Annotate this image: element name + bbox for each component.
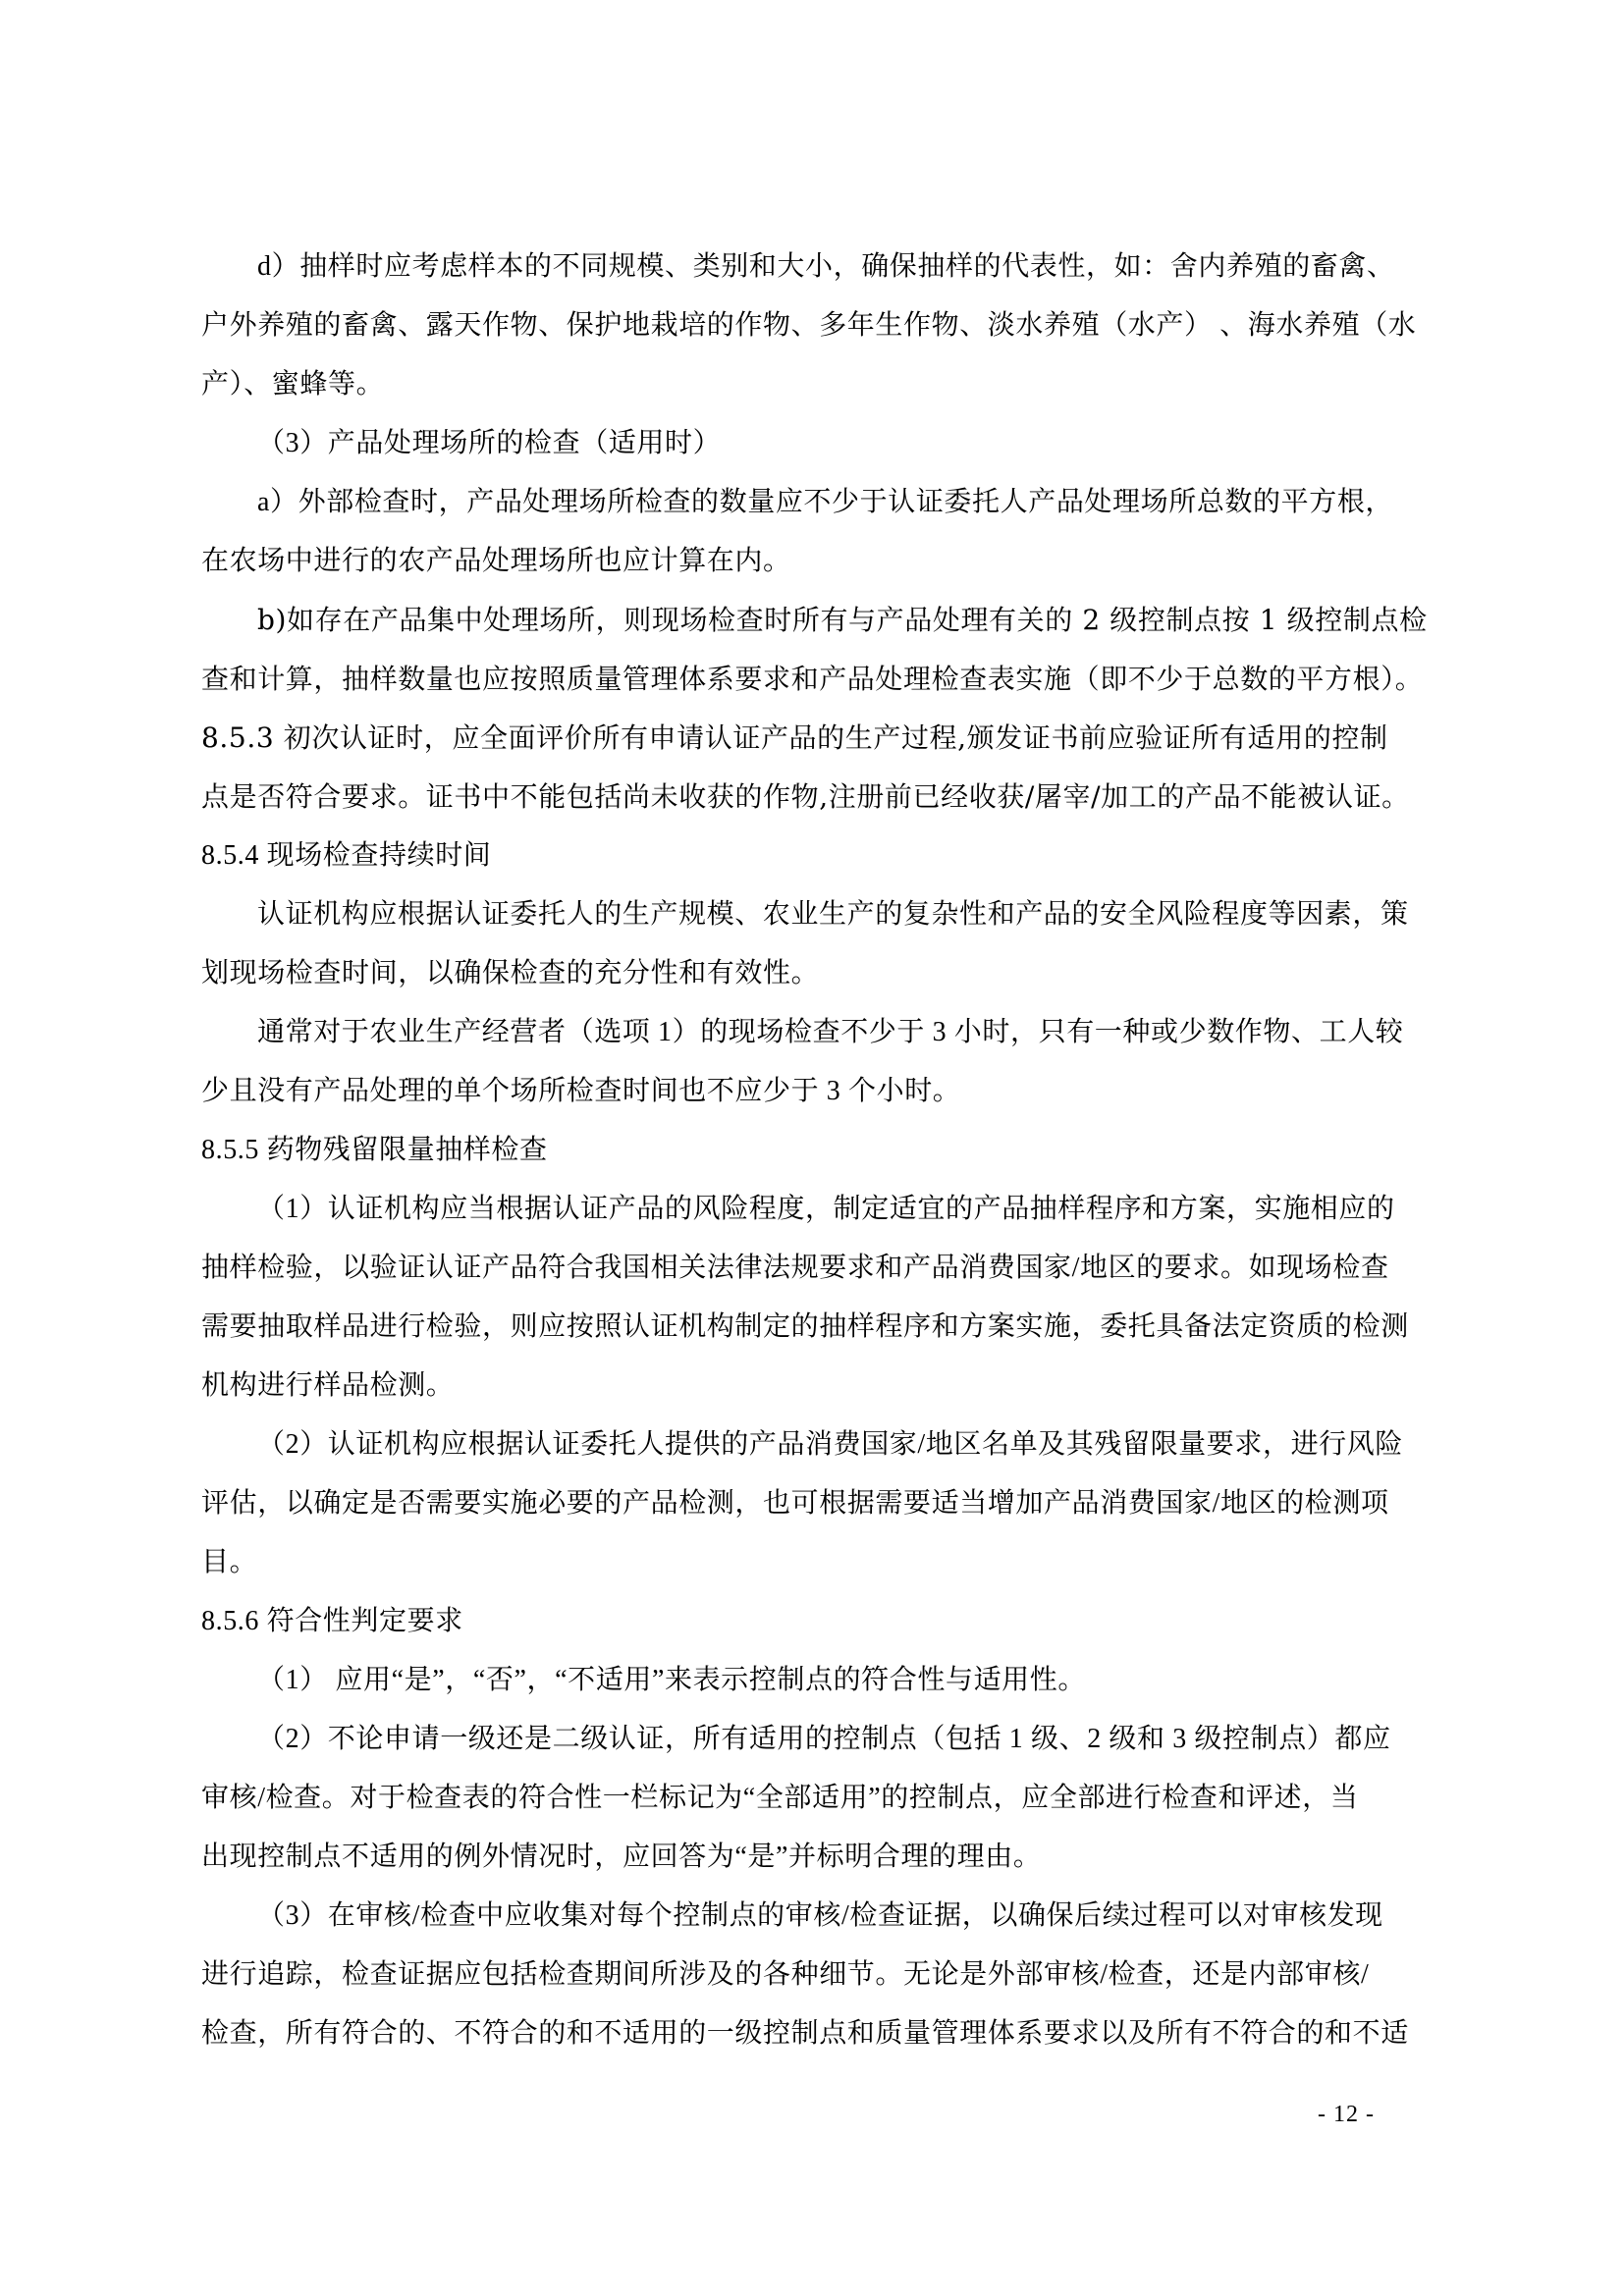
text-line: a）外部检查时，产品处理场所检查的数量应不少于认证委托人产品处理场所总数的平方根， (257, 487, 1394, 517)
text-line: 认证机构应根据认证委托人的生产规模、农业生产的复杂性和产品的安全风险程度等因素，策 (257, 899, 1409, 930)
text-line: 评估，以确定是否需要实施必要的产品检测，也可根据需要适当增加产品消费国家/地区的检测项 (201, 1488, 1389, 1519)
text-line: 户外养殖的畜禽、露天作物、保护地栽培的作物、多年生作物、淡水养殖（水产） 、海水养殖（水 (201, 310, 1417, 341)
text-line: 出现控制点不适用的例外情况时，应回答为“是”并标明合理的理由。 (201, 1842, 1042, 1872)
text-line: 8.5.4 现场检查持续时间 (201, 840, 492, 871)
text-line: （3）在审核/检查中应收集对每个控制点的审核/检查证据，以确保后续过程可以对审核发现 (257, 1900, 1383, 1931)
text-line: 检查，所有符合的、不符合的和不适用的一级控制点和质量管理体系要求以及所有不符合的和不适 (201, 2018, 1409, 2049)
text-line: 8.5.3 初次认证时，应全面评价所有申请认证产品的生产过程,颁发证书前应验证所有适用的控制 (201, 721, 1388, 754)
text-line: 8.5.5 药物残留限量抽样检查 (201, 1135, 548, 1165)
text-line: 通常对于农业生产经营者（选项 1）的现场检查不少于 3 小时，只有一种或少数作物、工人较 (257, 1017, 1404, 1047)
text-line: 8.5.6 符合性判定要求 (201, 1606, 463, 1636)
text-line: 产）、蜜蜂等。 (201, 369, 385, 400)
text-line: 机构进行样品检测。 (201, 1370, 455, 1401)
text-line: b)如存在产品集中处理场所，则现场检查时所有与产品处理有关的 2 级控制点按 1 级控制点检 (257, 604, 1428, 636)
text-line: 需要抽取样品进行检验，则应按照认证机构制定的抽样程序和方案实施，委托具备法定资质的检测 (201, 1311, 1409, 1342)
page-number: - 12 - (1318, 2102, 1375, 2127)
text-line: 进行追踪，检查证据应包括检查期间所涉及的各种细节。无论是外部审核/检查，还是内部审核/ (201, 1959, 1370, 1990)
text-line: （1） 应用“是”，“否”，“不适用”来表示控制点的符合性与适用性。 (257, 1665, 1086, 1695)
text-line: 抽样检验，以验证认证产品符合我国相关法律法规要求和产品消费国家/地区的要求。如现场检查 (201, 1253, 1389, 1283)
text-line: d）抽样时应考虑样本的不同规模、类别和大小，确保抽样的代表性，如：舍内养殖的畜禽、 (257, 251, 1395, 282)
text-line: （2）不论申请一级还是二级认证，所有适用的控制点（包括 1 级、2 级和 3 级控制点）都应 (257, 1724, 1391, 1754)
text-line: （2）认证机构应根据认证委托人提供的产品消费国家/地区名单及其残留限量要求，进行风险 (257, 1429, 1403, 1460)
text-line: 目。 (201, 1547, 258, 1577)
text-line: （1）认证机构应当根据认证产品的风险程度，制定适宜的产品抽样程序和方案，实施相应的 (257, 1194, 1395, 1224)
page-body (201, 238, 1428, 2063)
text-line: 在农场中进行的农产品处理场所也应计算在内。 (201, 546, 791, 576)
text-line: 查和计算，抽样数量也应按照质量管理体系要求和产品处理检查表实施（即不少于总数的平方根）。 (201, 663, 1424, 695)
text-line: 划现场检查时间，以确保检查的充分性和有效性。 (201, 958, 820, 988)
text-line: （3）产品处理场所的检查（适用时） (257, 428, 722, 458)
text-line: 审核/检查。对于检查表的符合性一栏标记为“全部适用”的控制点，应全部进行检查和评述，当 (201, 1783, 1359, 1813)
text-line: 点是否符合要求。证书中不能包括尚未收获的作物,注册前已经收获/屠宰/加工的产品不能被认证。 (201, 780, 1410, 813)
text-line: 少且没有产品处理的单个场所检查时间也不应少于 3 个小时。 (201, 1076, 961, 1106)
